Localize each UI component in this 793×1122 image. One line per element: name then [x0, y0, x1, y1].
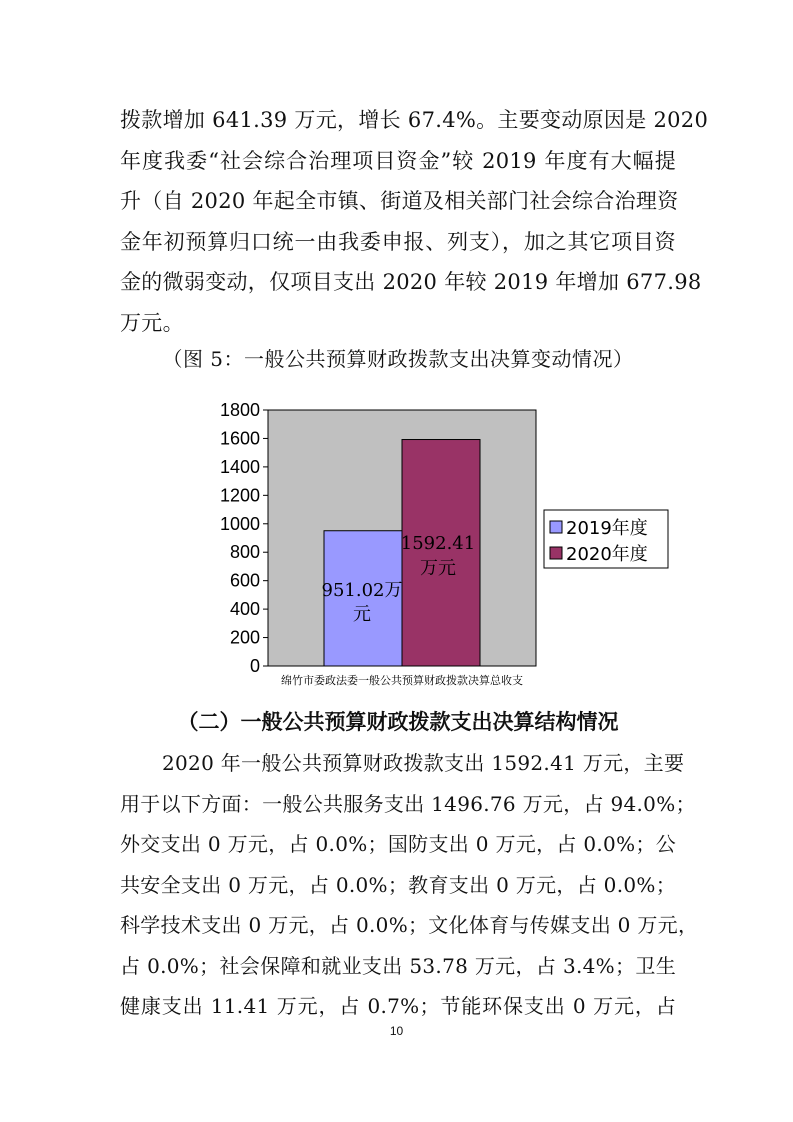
text-line: 共安全支出 0 万元，占 0.0%；教育支出 0 万元，占 0.0%； — [120, 872, 676, 897]
text-line: 健康支出 11.41 万元，占 0.7%；节能环保支出 0 万元，占 — [120, 994, 676, 1018]
figure-caption: （图 5：一般公共预算财政拨款支出决算变动情况） — [162, 347, 634, 371]
chart-canvas — [196, 398, 674, 698]
y-tick-label: 1600 — [219, 428, 260, 449]
y-tick-label: 1800 — [219, 400, 260, 420]
text-line: 科学技术支出 0 万元，占 0.0%；文化体育与传媒支出 0 万元， — [120, 913, 699, 937]
text-line: 金的微弱变动，仅项目支出 2020 年较 2019 年增加 677.98 — [120, 270, 702, 294]
legend-entry: 2019年度 — [566, 518, 648, 539]
y-tick-label: 1200 — [219, 485, 260, 506]
text-line: 外交支出 0 万元，占 0.0%；国防支出 0 万元，占 0.0%；公 — [120, 832, 676, 856]
y-tick-label: 400 — [229, 599, 260, 620]
legend-entry: 2020年度 — [566, 544, 648, 565]
y-tick-label: 1000 — [219, 513, 260, 534]
paragraph-expenditure-structure — [120, 743, 699, 1027]
data-label: 万元 — [420, 558, 456, 579]
text-line: 升（自 2020 年起全市镇、街道及相关部门社会综合治理资 — [120, 189, 679, 213]
paragraph-change-reason — [120, 100, 709, 343]
text-line: 占 0.0%；社会保障和就业支出 53.78 万元，占 3.4%；卫生 — [120, 953, 676, 978]
y-tick-label: 800 — [229, 542, 260, 563]
page-number: 10 — [389, 1024, 404, 1038]
data-label: 元 — [353, 604, 371, 625]
text-line: 万元。 — [120, 310, 184, 335]
y-tick-label: 200 — [229, 627, 260, 648]
text-line: 拨款增加 641.39 万元，增长 67.4%。主要变动原因是 2020 — [120, 108, 709, 132]
legend-swatch — [550, 547, 562, 559]
text-line: 用于以下方面：一般公共服务支出 1496.76 万元，占 94.0%； — [120, 791, 696, 816]
section-heading: （二）一般公共预算财政拨款支出决算结构情况 — [177, 710, 619, 734]
y-tick-label: 600 — [229, 570, 260, 591]
y-tick-label: 1400 — [219, 456, 260, 477]
legend-swatch — [550, 521, 562, 533]
text-line: 2020 年一般公共预算财政拨款支出 1592.41 万元，主要 — [162, 751, 685, 775]
y-tick-label: 0 — [249, 656, 260, 676]
bar-chart — [196, 398, 674, 698]
data-label: 951.02万 — [321, 580, 403, 601]
data-label: 1592.41 — [400, 533, 476, 554]
x-category-label: 绵竹市委政法委一般公共预算财政拨款决算总收支 — [281, 674, 523, 687]
text-line: 年度我委“社会综合治理项目资金”较 2019 年度有大幅提 — [120, 148, 676, 173]
text-line: 金年初预算归口统一由我委申报、列支），加之其它项目资 — [120, 229, 676, 254]
